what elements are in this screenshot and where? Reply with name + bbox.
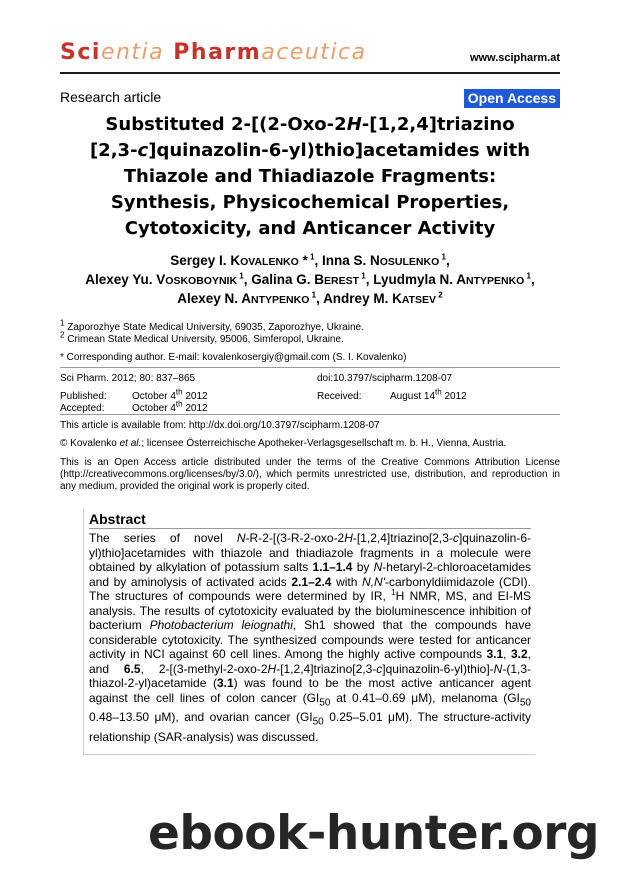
abstract-divider: [89, 528, 531, 529]
abstract-italic: H: [267, 661, 277, 676]
date-text: 2012: [441, 391, 467, 402]
gi-subscript: 50: [319, 696, 331, 708]
affiliation-sup: 1: [237, 271, 244, 281]
journal-url-link[interactable]: www.scipharm.at: [469, 52, 560, 64]
availability-link[interactable]: This article is available from: http://dx.doi.org/10.3797/scipharm.1208-07: [60, 420, 380, 431]
affiliation-text: Crimean State Medical University, 95006, Simferopol, Ukraine.: [64, 334, 344, 345]
pubinfo-row: [60, 373, 560, 385]
author-name: , Lyudmyla N. A: [365, 272, 466, 287]
title-line: Thiazole and Thiadiazole Fragments:: [123, 166, 497, 187]
abstract-text: , and: [89, 647, 531, 676]
title-text: [2,3-: [89, 140, 138, 161]
title-text: -[1,2,4]triazino: [361, 114, 515, 135]
author-name: , Inna S. N: [314, 253, 380, 268]
citation: Sci Pharm. 2012; 80: 837–865: [60, 373, 196, 384]
compound-ref: 2.1–2.4: [291, 574, 332, 589]
affiliations: [60, 318, 364, 346]
corresponding-author: * Corresponding author. E-mail: kovalenkosergiy@gmail.com (S. I. Kovalenko): [60, 352, 407, 363]
gi-subscript: 50: [312, 716, 324, 728]
license-text: ; licensee Österreichische Apotheker-Verlagsgesellschaft m. b. H., Vienna, Austria.: [141, 438, 507, 449]
affiliation-number: 2: [60, 330, 65, 340]
license-line: [60, 438, 506, 449]
journal-logo-part: Sci: [60, 40, 101, 65]
abstract-text: at 0.41–0.69 μM), melanoma (GI: [330, 690, 520, 705]
abstract-italic: c: [376, 661, 383, 676]
author-line: [40, 290, 580, 309]
license-text: © Kovalenko: [60, 438, 120, 449]
affiliation-item: [60, 318, 364, 334]
abstract-heading: Abstract: [89, 511, 146, 527]
affiliation-item: [60, 330, 364, 346]
ordinal-sup: th: [175, 399, 183, 409]
separator: ,: [531, 272, 535, 287]
author-name: , Galina G. B: [243, 272, 325, 287]
abstract-italic: N: [373, 560, 383, 574]
author-surname: OVALENKO: [240, 256, 299, 268]
title-text: ]quinazolin-6-yl)thio]acetamides with: [148, 140, 531, 161]
pubinfo-row: [60, 387, 560, 403]
received-date: [390, 387, 467, 403]
corresponding-mark: *: [298, 253, 308, 268]
published-date: [132, 387, 317, 403]
date-text: October 4: [132, 391, 176, 402]
gi-subscript: 50: [519, 696, 531, 708]
abstract-italic: N: [236, 531, 246, 545]
compound-ref: 3.2: [510, 647, 528, 661]
abstract-text: -carbonyldiimidazole (CDI). The structures of compounds were determined by IR,: [89, 574, 531, 603]
compound-ref: 6.5: [123, 661, 141, 676]
author-list: [40, 252, 580, 309]
accepted-label: Accepted:: [60, 403, 105, 414]
ordinal-sup: th: [435, 387, 442, 397]
affiliation-sup: 2: [436, 290, 443, 300]
affiliation-sup: 1: [309, 290, 317, 300]
author-surname: OSULENKO: [379, 256, 440, 268]
abstract-text: -(1,3-thiazol-2-yl)acetamide (: [89, 661, 531, 690]
compound-ref: 3.1: [216, 676, 234, 690]
abstract-text: ) was found to be the most active anticancer agent against the cell lines of colon cancer (GI: [89, 676, 532, 705]
published-label: Published:: [60, 391, 107, 402]
open-access-statement: This is an Open Access article distributed under the terms of the Creative Commons Attribution License (http://creativecommons.org/licenses/by/3.0/), which permits unrestricted use, distribution, and reproduction in any medium, provided the original work is properly cited.: [60, 457, 560, 492]
article-type: Research article: [60, 89, 162, 105]
date-text: 2012: [182, 391, 208, 402]
abstract-text: with: [331, 574, 363, 589]
divider: [60, 414, 560, 415]
author-surname: NTYPENKO: [251, 294, 310, 306]
author-name: , Andrey M. K: [316, 291, 402, 306]
abstract-text: 0.48–13.50 μM), and ovarian cancer (GI: [89, 710, 313, 725]
author-surname: OSKOBOYNIK: [165, 275, 238, 287]
compound-ref: 1.1–1.4: [312, 560, 353, 574]
author-name: Sergey I. K: [170, 253, 241, 268]
abstract-text: , 2-[(3-methyl-2-oxo-2: [140, 661, 268, 676]
isotope-sup: 1: [391, 588, 396, 597]
author-name: Alexey Yu. V: [85, 272, 166, 287]
abstract-text: -[1,2,4]triazino[2,3-: [276, 661, 377, 676]
abstract-text: -hetaryl-2-chloroacetamides and by aminolysis of activated acids: [89, 560, 532, 589]
author-surname: ATSEV: [401, 294, 437, 306]
watermark: ebook-hunter.org: [148, 806, 600, 861]
abstract-text: H NMR, MS, and EI-MS analysis. The results of cytotoxicity evaluated by the bioluminescence inhibition of bacterium: [89, 589, 531, 632]
separator: ,: [445, 253, 450, 268]
author-surname: EREST: [324, 275, 360, 287]
date-text: 2012: [182, 403, 208, 414]
license-etal: et al.: [119, 438, 142, 449]
abstract-text: ]quinazolin-6-yl)thio]-: [382, 661, 494, 676]
title-italic: H: [346, 114, 362, 135]
date-text: October 4: [132, 403, 176, 414]
abstract-body: [89, 531, 531, 745]
affiliation-number: 1: [60, 318, 65, 328]
journal-logo-part: aceutica: [261, 40, 367, 65]
date-text: August 14: [390, 391, 436, 402]
author-line: [40, 252, 580, 271]
abstract-text: , Sh1 showed that the compounds have considerable cytotoxicity. The synthesized compounds were tested for anticancer activity in NCI against 60 cell lines. Among the highly active compounds: [89, 618, 531, 661]
open-access-badge: Open Access: [464, 89, 560, 108]
title-line: [60, 112, 560, 138]
abstract-italic: N,N': [362, 574, 385, 589]
journal-logo: [60, 40, 367, 65]
affiliation-sup: 1: [524, 271, 531, 281]
abstract-italic: H: [344, 531, 353, 545]
affiliation-sup: 1: [439, 252, 446, 262]
title-line: [60, 138, 560, 164]
affiliation-sup: 1: [307, 252, 315, 262]
abstract-italic: c: [452, 531, 459, 545]
ordinal-sup: th: [175, 387, 183, 397]
journal-logo-part: Pharm: [164, 40, 262, 65]
abstract-text: 0.25–5.01 μM). The structure-activity relationship (SAR-analysis) was discussed.: [89, 710, 531, 745]
title-line: Cytotoxicity, and Anticancer Activity: [124, 218, 496, 239]
received-label: Received:: [317, 391, 362, 402]
header-divider: [60, 72, 560, 74]
affiliation-text: Zaporozhye State Medical University, 69035, Zaporozhye, Ukraine.: [64, 322, 364, 333]
article-title: [60, 112, 560, 242]
title-line: Synthesis, Physicochemical Properties,: [110, 192, 510, 213]
abstract-text: by: [352, 560, 374, 574]
title-text: Substituted 2-[(2-Oxo-2: [105, 114, 347, 135]
author-name: Alexey N. A: [177, 291, 252, 306]
abstract-italic: N: [493, 661, 503, 676]
abstract-text: -[1,2,4]triazino[2,3-: [352, 531, 453, 545]
abstract-text: ]quinazolin-6-yl)thio]acetamides with thiazole and thiadiazole fragments in a molecule were obtained by alkylation of potassium salts: [89, 531, 531, 574]
doi: doi:10.3797/scipharm.1208-07: [317, 373, 453, 384]
abstract-text: -R-2-[(3-R-2-oxo-2: [245, 531, 345, 545]
journal-logo-part: entia: [100, 40, 165, 65]
publication-info: [60, 373, 560, 415]
affiliation-sup: 1: [359, 271, 366, 281]
author-line: [40, 271, 580, 290]
abstract-text: ,: [503, 647, 511, 661]
abstract-text: The series of novel: [89, 531, 237, 545]
title-italic: c: [137, 140, 149, 161]
abstract-italic: Photobacterium leiognathi: [149, 618, 293, 632]
divider: [60, 367, 560, 368]
compound-ref: 3.1: [486, 647, 504, 661]
author-surname: NTYPENKO: [465, 275, 525, 287]
